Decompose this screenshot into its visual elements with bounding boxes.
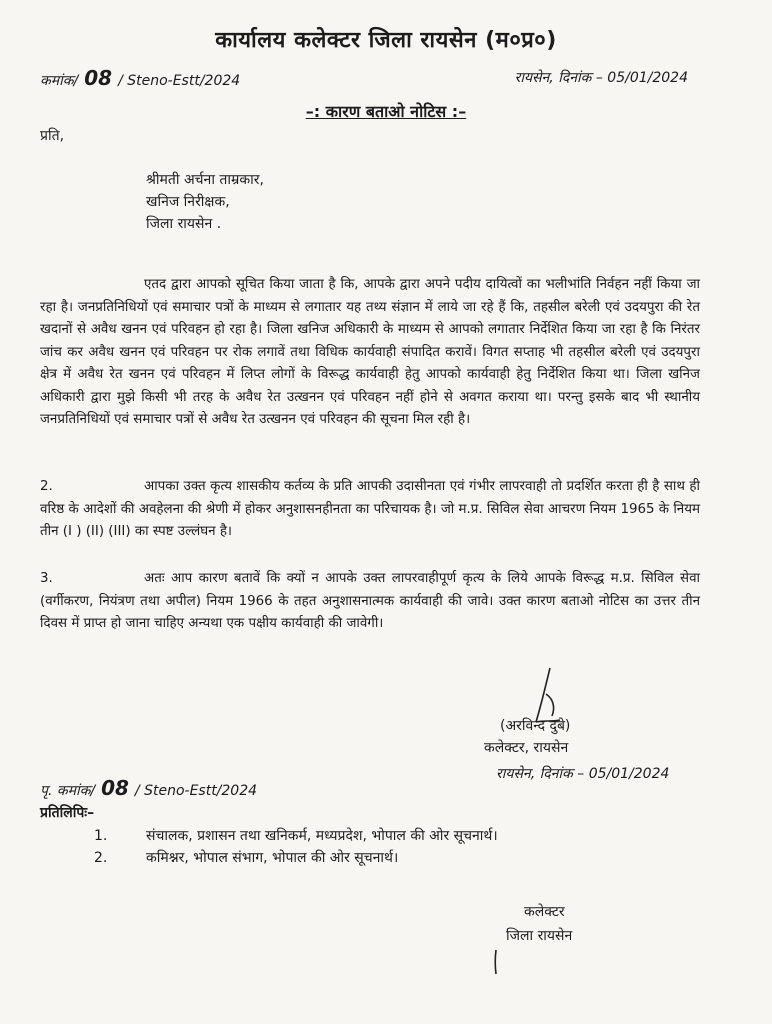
endorsement-ref-number: 08: [101, 776, 129, 800]
recipient-designation: खनिज निरीक्षक,: [146, 194, 230, 210]
paragraph-3-number: 3.: [40, 571, 53, 586]
issue-date: रायसेन, दिनांक – 05/01/2024: [514, 70, 688, 86]
footer-district: जिला रायसेन: [506, 928, 573, 944]
to-label: प्रति,: [40, 128, 65, 144]
signature-date: रायसेन, दिनांक – 05/01/2024: [496, 766, 670, 782]
endorsement-ref-suffix: / Steno-Estt/2024: [134, 783, 258, 799]
copy-to-item: 1. संचालक, प्रशासन तथा खनिकर्म, मध्यप्रदेश, भोपाल की ओर सूचनार्थ।: [94, 828, 498, 844]
paragraph-2: [40, 476, 700, 544]
endorsement-ref-prefix: पृ. कमांक/: [40, 783, 96, 799]
copy-to-label: प्रतिलिपिः–: [40, 805, 95, 821]
paragraph-1: [40, 274, 700, 432]
copy-to-item: 2. कमिश्नर, भोपाल संभाग, भोपाल की ओर सूचनार्थ।: [94, 850, 399, 866]
paragraph-2-number: 2.: [40, 479, 53, 494]
paragraph-1-text: एतद द्वारा आपको सूचित किया जाता है कि, आपके द्वारा अपने पदीय दायित्वों का भलीभांति निर्वहन नहीं किया जा रहा है। जनप्रतिनिधियों एवं समाचार पत्रों के माध्यम से लगातार यह तथ्य संज्ञान में लाये जा रहे हैं कि, तहसील बरेली एवं उदयपुरा की रेत खदानों से अवैध खनन एवं परिवहन हो रहा है। जिला खनिज अधिकारी के माध्यम से आपको लगातार निर्देशित किया जा रहा है कि निरंतर जांच कर अवैध खनन एवं परिवहन पर रोक लगावें तथा विधिक कार्यवाही संपादित करावें। विगत सप्ताह भी तहसील बरेली एवं उदयपुरा क्षेत्र में अवैध रेत खनन एवं परिवहन में लिप्त लोगों के विरूद्ध कार्यवाही हेतु आपको कार्यवाही हेतु निर्देशित किया था। जिला खनिज अधिकारी द्वारा मुझे किसी भी तरह के अवैध रेत उत्खनन एवं परिवहन नहीं होने से अवगत कराया था। परन्तु इसके बाद भी स्थानीय जनप्रतिनिधियों एवं समाचार पत्रों से अवैध रेत उत्खनन एवं परिवहन की सूचना मिल रही है।: [40, 277, 700, 427]
office-header: कार्यालय कलेक्टर जिला रायसेन (म०प्र०): [215, 28, 557, 53]
notice-title: –: कारण बताओ नोटिस :–: [305, 102, 467, 121]
endorsement-reference: [40, 776, 257, 800]
paragraph-3: [40, 568, 700, 636]
footer-designation: कलेक्टर: [524, 904, 565, 920]
ref-suffix: / Steno-Estt/2024: [118, 73, 241, 89]
paragraph-3-text: अतः आप कारण बतावें कि क्यों न आपके उक्त लापरवाहीपूर्ण कृत्य के लिये आपके विरूद्ध म.प्र. सिविल सेवा (वर्गीकरण, नियंत्रण तथा अपील) नियम 1966 के तहत अनुशासनात्मक कार्यवाही की जावे। उक्त कारण बताओ नोटिस का उत्तर तीन दिवस में प्राप्त हो जाना चाहिए अन्यथा एक पक्षीय कार्यवाही की जावेगी।: [40, 571, 700, 631]
recipient-name: श्रीमती अर्चना ताम्रकार,: [146, 172, 264, 188]
recipient-district: जिला रायसेन .: [146, 216, 222, 232]
reference-number: [40, 66, 240, 90]
signatory-name: (अरविन्द दुबे): [500, 718, 571, 734]
ref-number: 08: [84, 66, 113, 90]
paragraph-2-text: आपका उक्त कृत्य शासकीय कर्तव्य के प्रति आपकी उदासीनता एवं गंभीर लापरवाही तो प्रदर्शित करता ही है साथ ही वरिष्ठ के आदेशों की अवहेलना की श्रेणी में होकर अनुशासनहीनता का परिचायक है। जो म.प्र. सिविल सेवा आचरण नियम 1965 के नियम तीन (I ) (II) (III) का स्पष्ट उल्लंघन है।: [40, 479, 700, 539]
signatory-designation: कलेक्टर, रायसेन: [484, 740, 569, 756]
ref-prefix: कमांक/: [40, 73, 79, 89]
